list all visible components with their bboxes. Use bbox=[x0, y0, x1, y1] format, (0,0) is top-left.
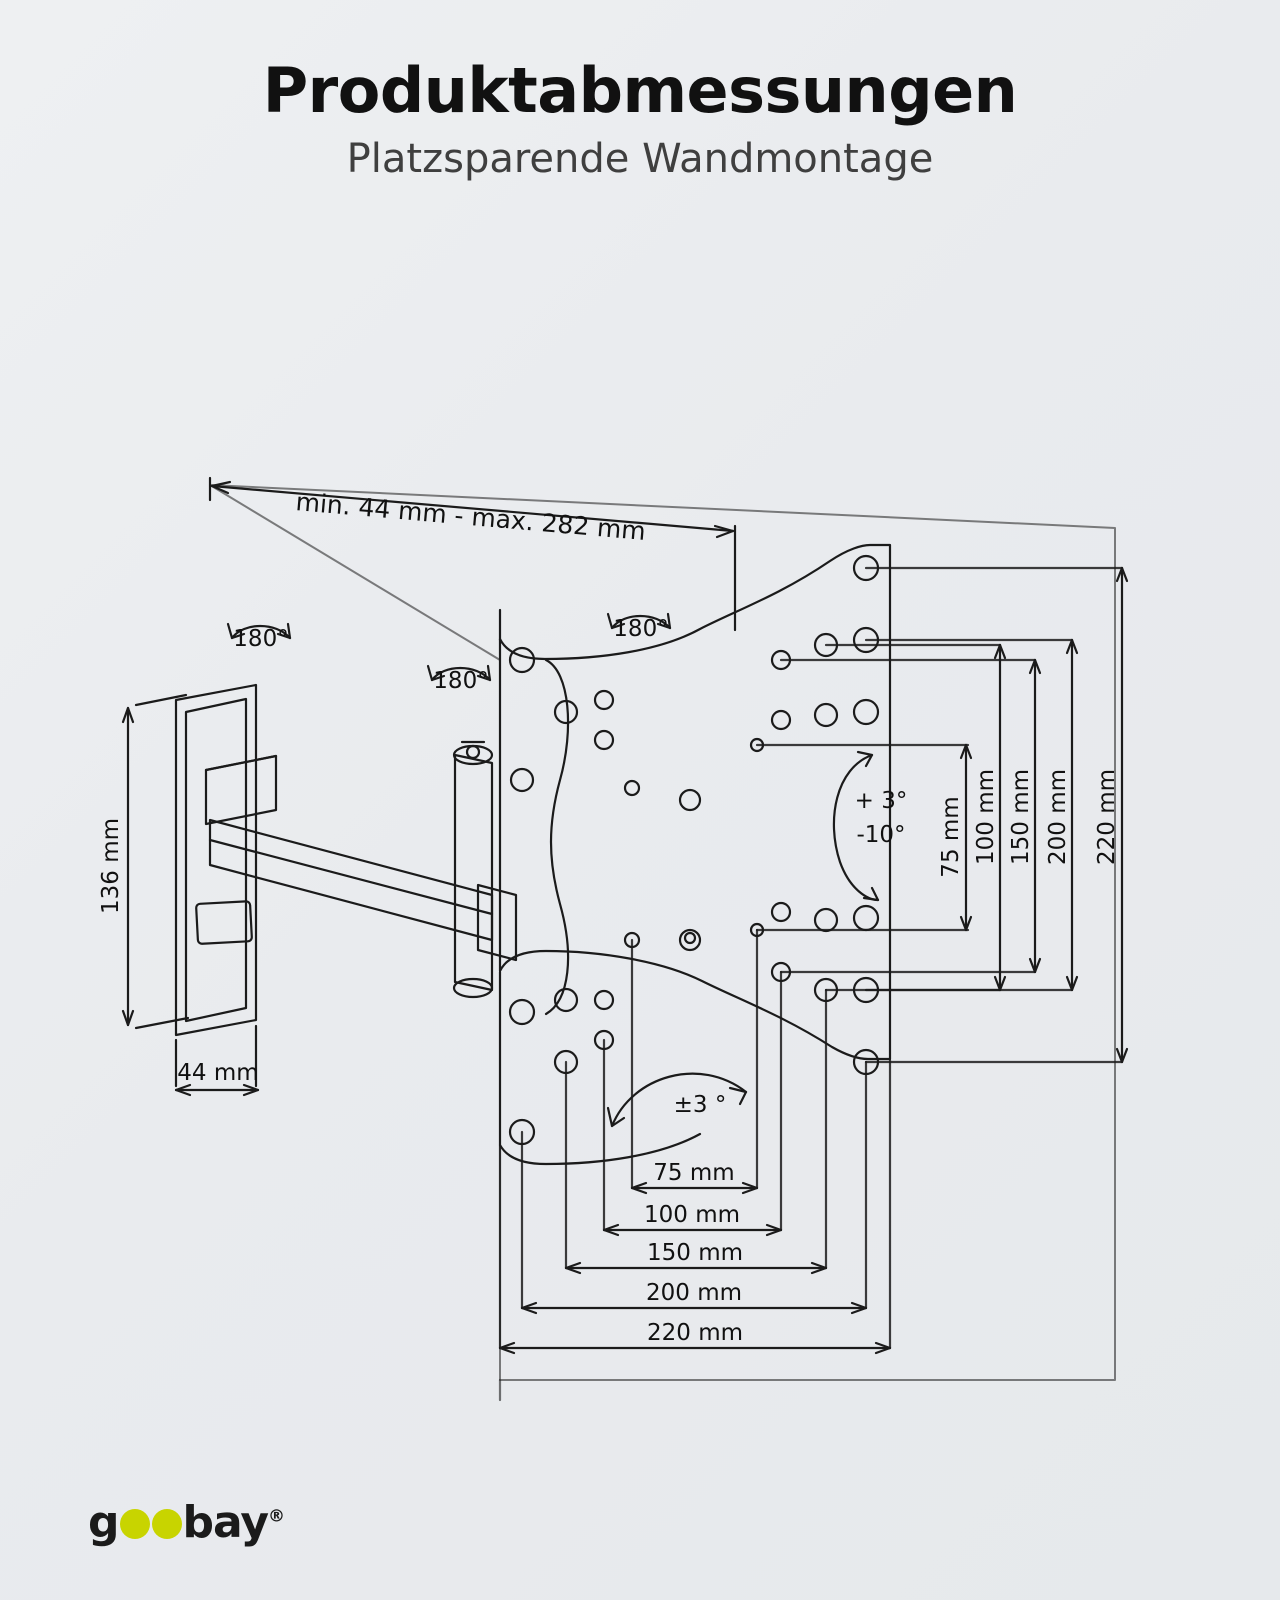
dim-depth-range bbox=[210, 478, 735, 630]
label-tilt-positive: + 3° bbox=[854, 788, 908, 814]
logo-dot-icon-2 bbox=[152, 1509, 182, 1539]
page-subtitle: Platzsparende Wandmontage bbox=[346, 136, 934, 183]
label-vesa-h-75: 75 mm bbox=[653, 1160, 735, 1186]
logo-text-part1: g bbox=[88, 1497, 119, 1548]
logo-text-part2: bay bbox=[182, 1497, 269, 1548]
label-swivel-arm: 180° bbox=[433, 668, 489, 694]
label-vesa-v-150: 150 mm bbox=[1008, 768, 1034, 866]
label-depth-44: 44 mm bbox=[177, 1060, 259, 1086]
label-height-136: 136 mm bbox=[98, 817, 124, 915]
label-vesa-h-100: 100 mm bbox=[643, 1202, 741, 1228]
logo-wordmark bbox=[88, 1497, 284, 1548]
label-vesa-v-200: 200 mm bbox=[1045, 768, 1071, 866]
vesa-plate bbox=[500, 545, 890, 1164]
page-header bbox=[0, 54, 1280, 183]
label-roll: ±3 ° bbox=[673, 1092, 727, 1118]
label-vesa-h-150: 150 mm bbox=[646, 1240, 744, 1266]
label-vesa-h-220: 220 mm bbox=[646, 1320, 744, 1346]
label-tilt-negative: -10° bbox=[856, 822, 906, 848]
dim-height-136 bbox=[123, 695, 188, 1028]
page-title: Produktabmessungen bbox=[262, 54, 1018, 127]
wall-plate bbox=[176, 685, 256, 1035]
label-vesa-v-220: 220 mm bbox=[1094, 768, 1120, 866]
label-swivel-plate: 180° bbox=[613, 616, 669, 642]
label-vesa-v-75: 75 mm bbox=[938, 796, 964, 878]
label-vesa-h-200: 200 mm bbox=[645, 1280, 743, 1306]
label-swivel-wall: 180° bbox=[233, 626, 289, 652]
logo-dot-icon bbox=[120, 1509, 150, 1539]
plate-back-curve bbox=[546, 660, 568, 1014]
label-vesa-v-100: 100 mm bbox=[973, 768, 999, 866]
logo-registered-mark: ® bbox=[268, 1506, 285, 1527]
label-depth-range: min. 44 mm - max. 282 mm bbox=[294, 487, 647, 546]
product-dimension-diagram bbox=[0, 300, 1280, 1480]
articulating-arm bbox=[206, 742, 516, 997]
diagram-svg bbox=[0, 300, 1280, 1480]
goobay-logo bbox=[88, 1497, 284, 1548]
